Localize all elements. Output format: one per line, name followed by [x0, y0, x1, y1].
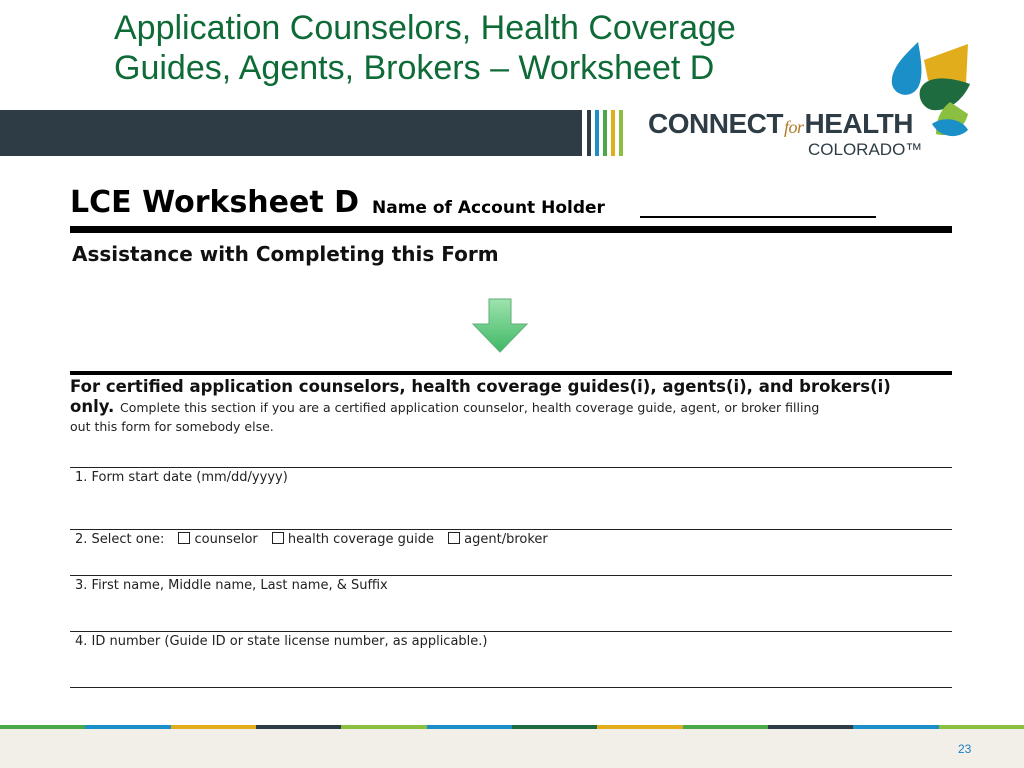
worksheet-subheading: Assistance with Completing this Form: [72, 242, 499, 266]
name-label: 3. First name, Middle name, Last name, & Suffix: [75, 578, 388, 593]
id-number-label: 4. ID number (Guide ID or state license number, as applicable.): [75, 634, 488, 649]
health-coverage-guide-checkbox[interactable]: [272, 532, 284, 544]
name-field[interactable]: [70, 575, 952, 632]
slide-title-line-2: Guides, Agents, Brokers – Worksheet D: [114, 49, 715, 87]
worksheet-header: [70, 185, 952, 266]
account-holder-label: Name of Account Holder: [372, 198, 605, 218]
form-start-date-label: 1. Form start date (mm/dd/yyyy): [75, 470, 288, 485]
select-one-group: [75, 532, 548, 547]
counselor-option-label: counselor: [194, 532, 258, 547]
page-number: 23: [958, 742, 972, 756]
slide-title: [114, 8, 834, 88]
account-holder-field[interactable]: [640, 216, 876, 218]
agent-broker-checkbox[interactable]: [448, 532, 460, 544]
counselor-section: [70, 371, 952, 436]
form-bottom-rule: [70, 687, 952, 688]
select-one-field: [70, 529, 952, 576]
section-heading: [70, 377, 952, 418]
leaves-logo-icon: [884, 40, 974, 140]
logo-connect: CONNECT: [648, 108, 783, 139]
slide-title-line-1: Application Counselors, Health Coverage: [114, 9, 736, 47]
footer: [0, 729, 1024, 768]
brand-bars: [587, 110, 623, 156]
heading-rule: [70, 226, 952, 233]
section-instructions-line-2: out this form for somebody else.: [70, 419, 274, 434]
section-instructions-line-1: Complete this section if you are a certified application counselor, health coverage guide, agent, or broker filling: [120, 400, 820, 415]
logo-health: HEALTH: [804, 108, 913, 139]
logo-colorado: COLORADO™: [808, 140, 923, 159]
section-heading-line-1: For certified application counselors, health coverage guides(i), agents(i), and brokers(i): [70, 377, 891, 396]
health-coverage-guide-option-label: health coverage guide: [287, 532, 435, 547]
header-band: [0, 110, 582, 156]
section-heading-line-2: only.: [70, 397, 115, 416]
logo-for: for: [783, 117, 804, 137]
counselor-checkbox[interactable]: [178, 532, 190, 544]
worksheet-title: LCE Worksheet D: [70, 185, 360, 220]
agent-broker-option-label: agent/broker: [464, 532, 548, 547]
down-arrow-icon: [470, 298, 530, 354]
section-rule: [70, 371, 952, 375]
form-start-date-field[interactable]: [70, 467, 952, 530]
id-number-field[interactable]: [70, 631, 952, 688]
select-one-label: 2. Select one:: [75, 532, 165, 547]
